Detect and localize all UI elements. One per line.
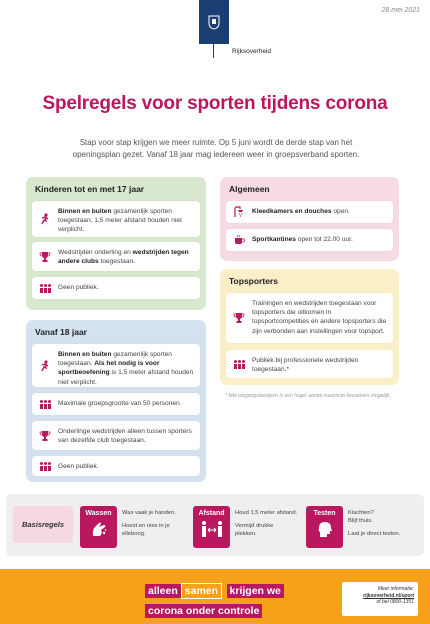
- basic-rules: [6, 494, 424, 556]
- running-icon: [38, 360, 52, 372]
- coffee-icon: [232, 234, 246, 246]
- head-test-icon: [316, 520, 334, 538]
- adults-item-1-bold2: Als het nodig is voor sportbeoefening: [58, 360, 160, 377]
- general-item-1-bold: Kleedkamers en douches: [252, 208, 332, 215]
- trophy-icon: [38, 251, 52, 263]
- adults-item-1-text: gezamenlijk sporten toegestaan.: [58, 351, 172, 368]
- kids-item-1-bold: Binnen en buiten: [58, 208, 112, 215]
- slogan: [145, 581, 284, 620]
- panel-kids-heading: Kinderen tot en met 17 jaar: [35, 184, 145, 194]
- rule-distance-line1: Houd 1,5 meter afstand.: [235, 510, 298, 516]
- kids-item-3-text: Geen publiek.: [58, 284, 99, 291]
- audience-icon: [38, 460, 52, 472]
- slogan-line-2: corona onder controle: [145, 604, 262, 618]
- rule-test-text: [348, 509, 418, 538]
- adults-item-4: [32, 456, 200, 476]
- rule-distance-badge: [193, 506, 230, 548]
- logo-separator: [213, 44, 214, 58]
- top-item-2-text: Publiek bij professionele wedstrijden toegestaan.*: [252, 357, 359, 374]
- rule-test: [306, 506, 416, 548]
- rule-distance-title: Afstand: [198, 510, 225, 517]
- adults-item-2-text: Maximale groepsgrootte van 50 personen.: [58, 400, 182, 407]
- panel-kids: [26, 177, 206, 310]
- page-title: Spelregels voor sporten tijdens corona: [42, 93, 388, 114]
- adults-item-1-text2: is 1,5 meter afstand houden niet verplicht.: [58, 369, 194, 386]
- panel-general: [220, 177, 399, 261]
- rule-distance: [193, 506, 303, 548]
- general-item-2: [226, 229, 393, 251]
- trophy-icon: [38, 430, 52, 442]
- trophy-icon: [232, 312, 246, 324]
- info-url[interactable]: rijksoverheid.nl/sport: [363, 592, 414, 599]
- shower-icon: [232, 206, 246, 218]
- panel-adults-heading: Vanaf 18 jaar: [35, 327, 87, 337]
- adults-item-2: [32, 393, 200, 415]
- rule-wash: [80, 506, 190, 548]
- top-item-2: [226, 350, 393, 378]
- rule-distance-text: [235, 509, 305, 538]
- audience-icon: [38, 282, 52, 294]
- general-item-2-text: open tot 22.00 uur.: [295, 236, 353, 243]
- rule-test-title: Testen: [313, 510, 336, 517]
- intro-text: Stap voor stap krijgen we meer ruimte. Op 5 juni wordt de derde stap van het openingsplan gezet. Vanaf 18 jaar mag iedereen weer in groepsverband sporten.: [72, 138, 360, 159]
- audience-icon: [232, 358, 246, 370]
- general-item-1-text: open.: [331, 208, 350, 215]
- rule-test-line1: Klachten? Blijf thuis.: [348, 510, 374, 524]
- panel-adults: [26, 320, 206, 482]
- slogan-word-2: samen: [181, 583, 222, 599]
- panel-top-heading: Topsporters: [229, 276, 278, 286]
- panel-top: [220, 269, 399, 385]
- info-box: [342, 582, 418, 616]
- running-icon: [38, 213, 52, 225]
- panel-general-heading: Algemeen: [229, 184, 270, 194]
- info-label: Meer informatie:: [377, 586, 414, 592]
- rule-wash-line2: Hoest en nies in je elleboog.: [122, 523, 170, 537]
- top-item-1-text: Trainingen en wedstrijden toegestaan voor topsporters die uitkomen in topsportcompetities en andere topsporters die zijn verbonden aan instellingen voor topsport.: [252, 300, 387, 335]
- date: 28 mei 2021: [381, 7, 420, 14]
- rule-distance-line2: Vermijd drukke plekken.: [235, 523, 274, 537]
- rule-test-badge: [306, 506, 343, 548]
- rule-wash-badge: [80, 506, 117, 548]
- logo-text: Rijksoverheid: [232, 48, 272, 55]
- hands-icon: [90, 520, 108, 538]
- adults-item-4-text: Geen publiek.: [58, 463, 99, 470]
- rule-wash-line1: Was vaak je handen.: [122, 510, 176, 516]
- kids-item-2-text: toegestaan.: [98, 258, 135, 266]
- kids-item-3: [32, 277, 200, 299]
- kids-item-2-pre: Wedstrijden onderling en: [58, 249, 133, 256]
- rule-wash-text: [122, 509, 192, 538]
- adults-item-3: [32, 421, 200, 450]
- kids-item-1: [32, 201, 200, 237]
- adults-item-3-text: Onderlinge wedstrijden alleen tussen sporters van dezelfde club toegestaan.: [58, 428, 192, 445]
- rule-wash-title: Wassen: [85, 510, 112, 517]
- general-item-1: [226, 201, 393, 223]
- general-item-2-bold: Sportkantines: [252, 236, 296, 243]
- footnote: * Met toegangsbewijzen is een hoger aantal maximum bezoekers mogelijk.: [225, 393, 391, 399]
- crest-icon: [208, 14, 220, 30]
- rule-test-line2: Laat je direct testen.: [348, 531, 401, 537]
- basic-rules-label: Basisregels: [13, 506, 73, 543]
- slogan-word-1: alleen: [145, 584, 181, 598]
- adults-item-1: [32, 344, 200, 387]
- adults-item-1-bold: Binnen en buiten: [58, 351, 112, 358]
- slogan-word-3: krijgen we: [227, 584, 284, 598]
- kids-item-1-text: gezamenlijk sporten toegestaan, 1,5 meter afstand houden niet verplicht.: [58, 208, 182, 234]
- kids-item-2-bold: wedstrijden tegen andere clubs: [58, 249, 189, 266]
- distance-icon: [200, 520, 224, 538]
- kids-item-2: [32, 242, 200, 271]
- info-phone: of bel 0800-1351: [376, 599, 414, 606]
- top-item-1: [226, 293, 393, 343]
- group-icon: [38, 398, 52, 410]
